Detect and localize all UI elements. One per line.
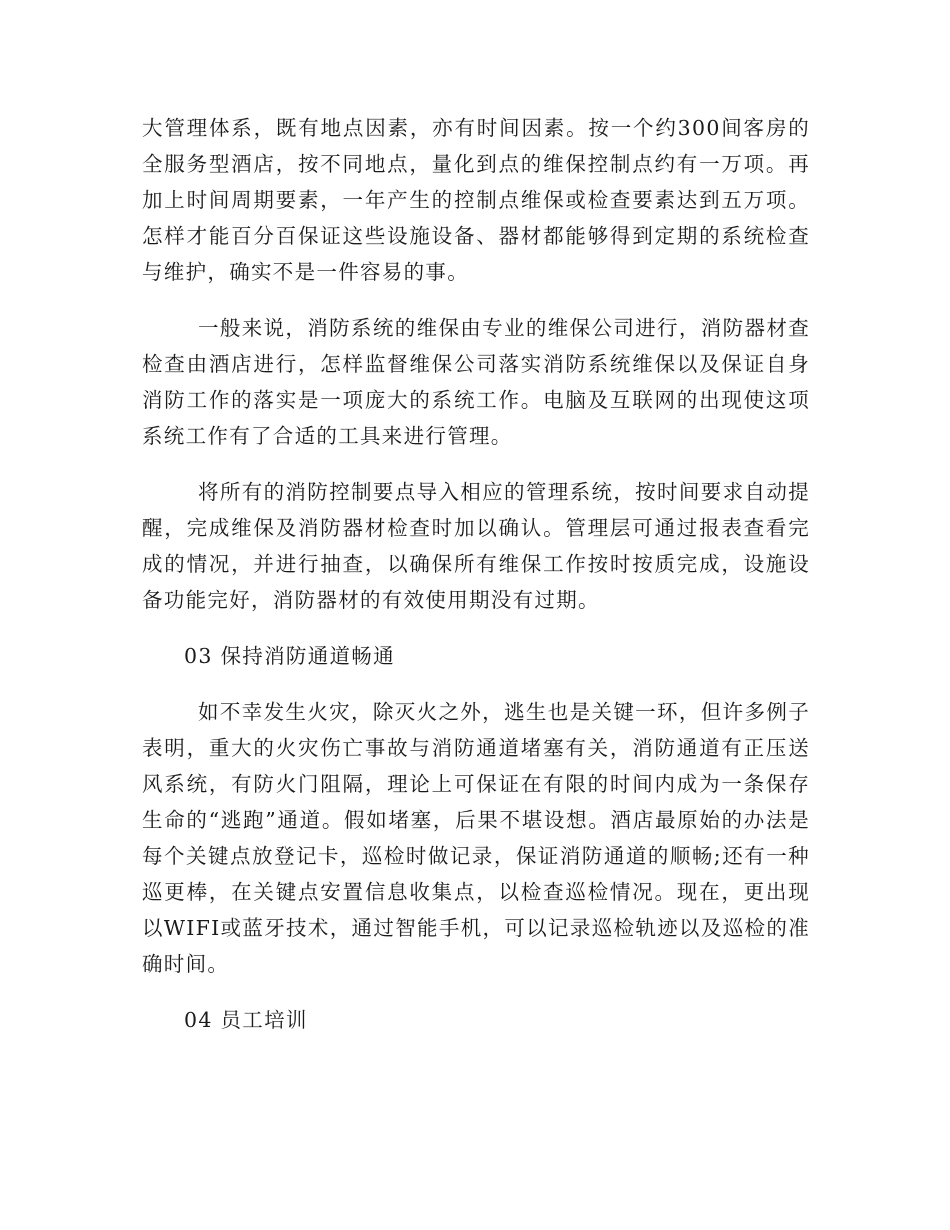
section-heading-staff-training: 04 员工培训 (184, 1008, 308, 1032)
paragraph-fire-exit: 如不幸发生火灾，除灭火之外，逃生也是关键一环，但许多例子表明，重大的火灾伤亡事故与消防通道堵塞有关，消防通道有正压送风系统，有防火门阻隔，理论上可保证在有限的时间内成为一条保存生命的“逃跑”通道。假如堵塞，后果不堪设想。酒店最原始的办法是每个关键点放登记卡，巡检时做记录，保证消防通道的顺畅;还有一种巡更棒，在关键点安置信息收集点，以检查巡检情况。现在，更出现以WIFI或蓝牙技术，通过智能手机，可以记录巡检轨迹以及巡检的准确时间。 (142, 700, 810, 976)
paragraph-control-points: 将所有的消防控制要点导入相应的管理系统，按时间要求自动提醒，完成维保及消防器材检查时加以确认。管理层可通过报表查看完成的情况，并进行抽查，以确保所有维保工作按时按质完成，设施设备功能完好，消防器材的有效使用期没有过期。 (142, 480, 810, 612)
paragraph-maintenance-company: 一般来说，消防系统的维保由专业的维保公司进行，消防器材查检查由酒店进行，怎样监督维保公司落实消防系统维保以及保证自身消防工作的落实是一项庞大的系统工作。电脑及互联网的出现使这项系统工作有了合适的工具来进行管理。 (142, 316, 810, 448)
document-page (142, 110, 810, 1038)
section-heading-fire-exit: 03 保持消防通道畅通 (184, 644, 395, 668)
paragraph-management-system: 大管理体系，既有地点因素，亦有时间因素。按一个约300间客房的全服务型酒店，按不同地点，量化到点的维保控制点约有一万项。再加上时间周期要素，一年产生的控制点维保或检查要素达到五万项。怎样才能百分百保证这些设施设备、器材都能够得到定期的系统检查与维护，确实不是一件容易的事。 (142, 116, 810, 284)
